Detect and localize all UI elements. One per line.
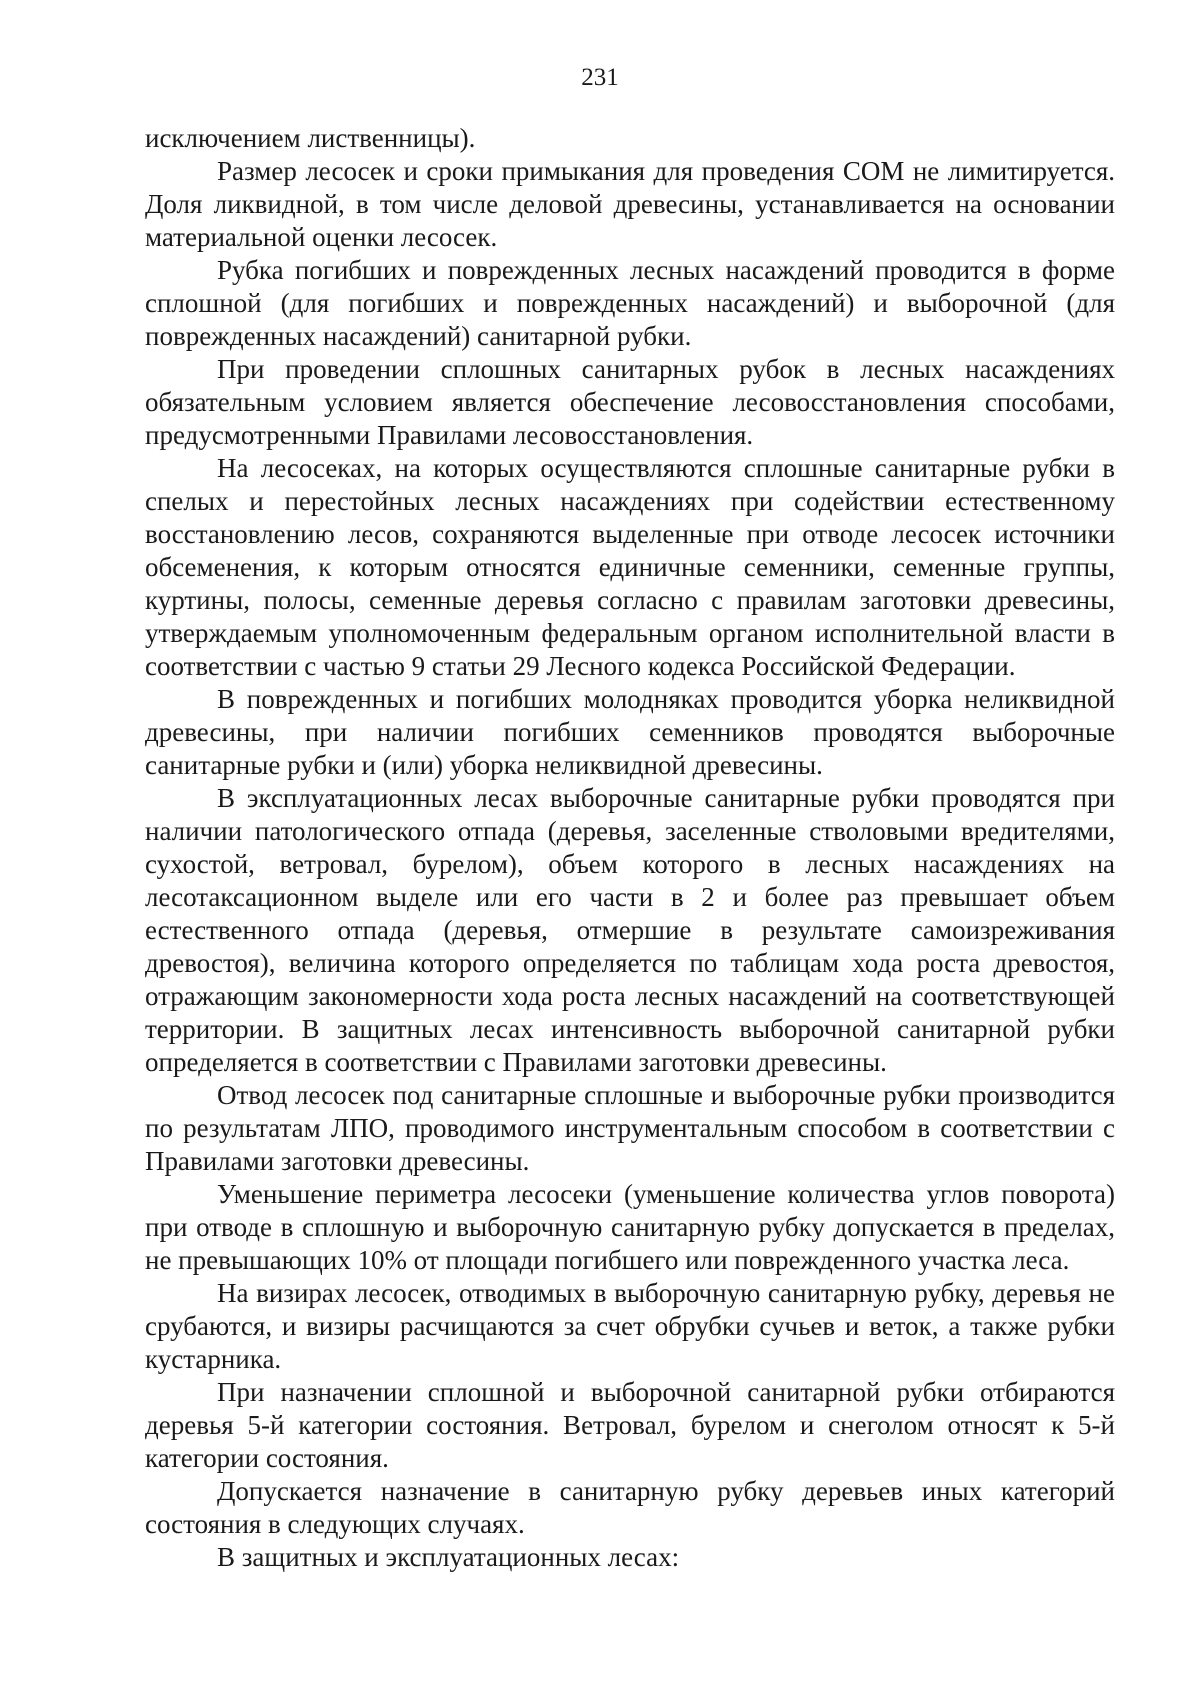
paragraph: В защитных и эксплуатационных лесах: <box>217 1542 680 1572</box>
document-body <box>145 122 1115 1574</box>
paragraph: На лесосеках, на которых осуществляются сплошные санитарные рубки в спелых и перестойных лесных насаждениях при содействии естественному восстановлению лесов, сохраняются выделенные при отводе лесосек источники обсеменения, к которым относятся единичные семенники, семенные группы, куртины, полосы, семенные деревья согласно с правилам заготовки древесины, утверждаемым уполномоченным федеральным органом исполнительной власти в соответствии с частью 9 статьи 29 Лесного кодекса Российской Федерации. <box>145 453 1115 681</box>
paragraph-continuation: исключением лиственницы). <box>145 123 476 153</box>
paragraph: В поврежденных и погибших молодняках проводится уборка неликвидной древесины, при наличии погибших семенников проводятся выборочные санитарные рубки и (или) уборка неликвидной древесины. <box>145 684 1115 780</box>
paragraph: Размер лесосек и сроки примыкания для проведения СОМ не лимитируется. Доля ликвидной, в том числе деловой древесины, устанавливается на основании материальной оценки лесосек. <box>145 156 1115 252</box>
paragraph: Рубка погибших и поврежденных лесных насаждений проводится в форме сплошной (для погибших и поврежденных насаждений) и выборочной (для поврежденных насаждений) санитарной рубки. <box>145 255 1115 351</box>
paragraph: Уменьшение периметра лесосеки (уменьшение количества углов поворота) при отводе в сплошную и выборочную санитарную рубку допускается в пределах, не превышающих 10% от площади погибшего или поврежденного участка леса. <box>145 1179 1115 1275</box>
paragraph: В эксплуатационных лесах выборочные санитарные рубки проводятся при наличии патологического отпада (деревья, заселенные стволовыми вредителями, сухостой, ветровал, бурелом), объем которого в лесных насаждениях на лесотаксационном выделе или его части в 2 и более раз превышает объем естественного отпада (деревья, отмершие в результате самоизреживания древостоя), величина которого определяется по таблицам хода роста древостоя, отражающим закономерности хода роста лесных насаждений на соответствующей территории. В защитных лесах интенсивность выборочной санитарной рубки определяется в соответствии с Правилами заготовки древесины. <box>145 783 1115 1077</box>
page-number: 231 <box>581 64 619 91</box>
paragraph: При назначении сплошной и выборочной санитарной рубки отбираются деревья 5-й категории состояния. Ветровал, бурелом и снеголом относят к 5-й категории состояния. <box>145 1377 1115 1473</box>
paragraph: На визирах лесосек, отводимых в выборочную санитарную рубку, деревья не срубаются, и визиры расчищаются за счет обрубки сучьев и веток, а также рубки кустарника. <box>145 1278 1115 1374</box>
paragraph: При проведении сплошных санитарных рубок в лесных насаждениях обязательным условием является обеспечение лесовосстановления способами, предусмотренными Правилами лесовосстановления. <box>145 354 1115 450</box>
paragraph: Отвод лесосек под санитарные сплошные и выборочные рубки производится по результатам ЛПО, проводимого инструментальным способом в соответствии с Правилами заготовки древесины. <box>145 1080 1115 1176</box>
paragraph: Допускается назначение в санитарную рубку деревьев иных категорий состояния в следующих случаях. <box>145 1476 1115 1539</box>
